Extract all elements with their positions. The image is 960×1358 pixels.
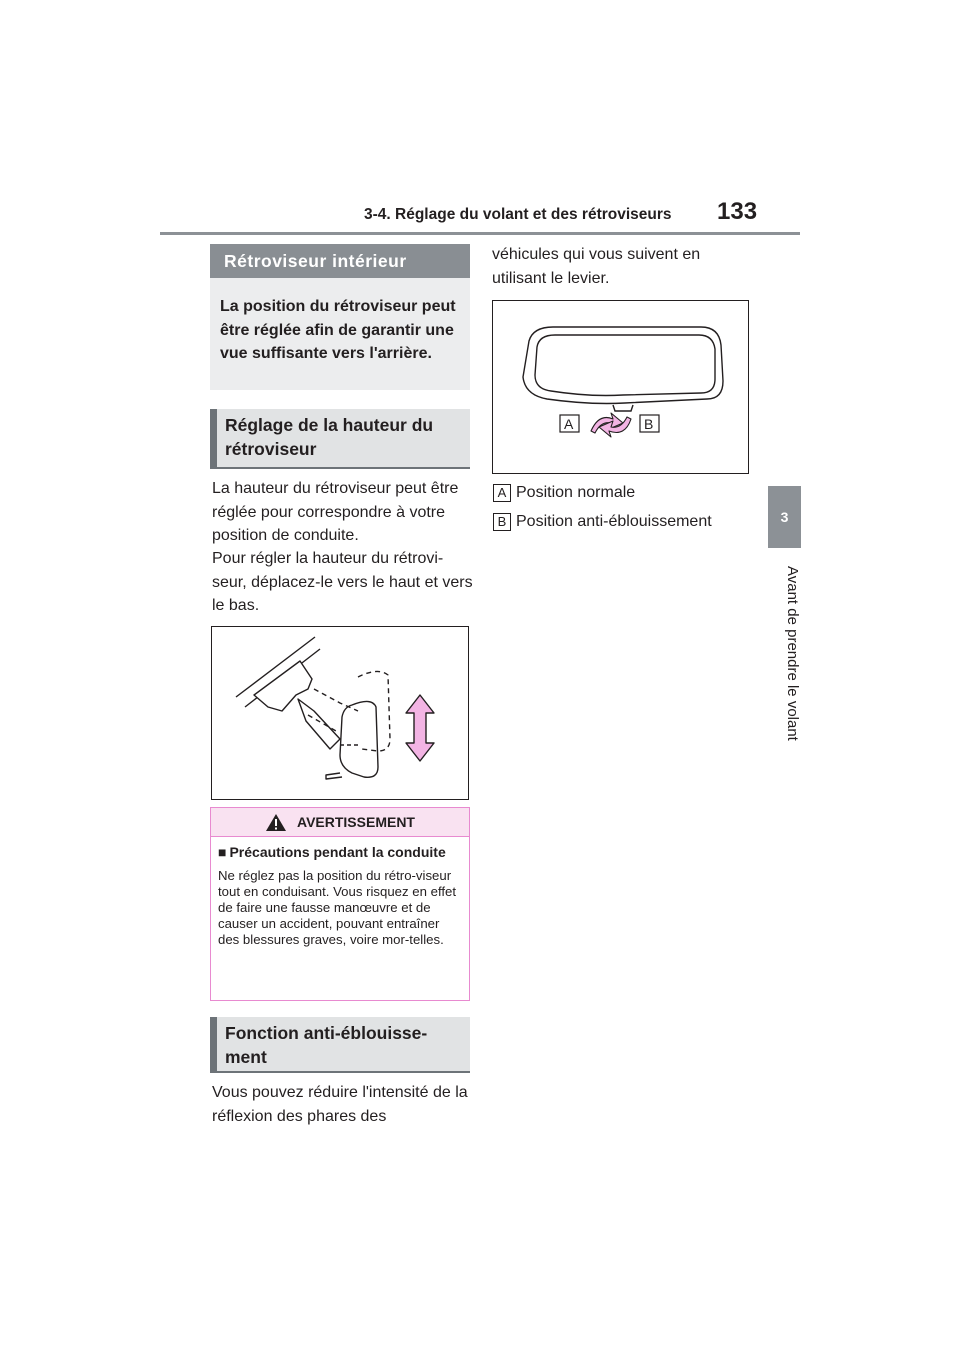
label-b-text: B [644, 416, 654, 432]
antiglare-illustration [492, 300, 749, 474]
intro-text: La position du rétroviseur peut être réglée afin de garantir une vue suffisante vers l'arrière. [220, 298, 456, 362]
antiglare-paragraph-part1: Vous pouvez réduire l'intensité de la réflexion des phares des [212, 1084, 468, 1125]
height-paragraph-2: Pour régler la hauteur du rétrovi-seur, déplacez-le vers le haut et vers le bas. [212, 550, 473, 614]
legend-a-text: Position normale [516, 484, 636, 501]
mirror-height-illustration [211, 626, 469, 800]
antiglare-subheading-box [210, 1017, 470, 1073]
warning-subtitle: Précautions pendant la conduite [229, 844, 446, 860]
warning-triangle-icon [265, 813, 287, 832]
legend-b-box: B [493, 513, 511, 531]
mirror-lever [326, 773, 342, 779]
up-down-arrow-icon [406, 695, 434, 761]
header-rule [160, 232, 800, 235]
height-paragraph-1: La hauteur du rétroviseur peut être réglée pour correspondre à votre position de conduite. [212, 480, 459, 544]
label-a-text: A [564, 416, 574, 432]
section-title: 3-4. Réglage du volant et des rétroviseurs [364, 206, 672, 223]
antiglare-paragraph-part2: véhicules qui vous suivent en utilisant le levier. [492, 246, 701, 287]
chapter-tab [768, 486, 801, 548]
antiglare-drawing [493, 301, 748, 473]
warning-box [210, 807, 470, 1001]
mirror-lever-mount [613, 405, 633, 411]
legend-item-b [493, 510, 712, 534]
chapter-label: Avant de prendre le volant [784, 566, 801, 741]
mirror-outer-frame [523, 327, 723, 404]
antiglare-subheading: Fonction anti-éblouisse-ment [225, 1023, 428, 1067]
mirror-height-drawing [212, 627, 468, 799]
page-number: 133 [717, 198, 758, 225]
warning-bullet: ■ [218, 844, 227, 860]
warning-body: Ne réglez pas la position du rétro-viseur tout en conduisant. Vous risquez en effet de faire une fausse manœuvre et de causer un accident, pouvant entraîner des blessures graves, voire mor-telles. [218, 868, 457, 947]
intro-box [210, 278, 470, 390]
section-heading: Rétroviseur intérieur [224, 250, 407, 271]
mirror-body [340, 701, 378, 777]
section-heading-box [210, 244, 470, 278]
height-subheading-box [210, 409, 470, 469]
height-subheading: Réglage de la hauteur du rétroviseur [225, 415, 434, 459]
warning-title: AVERTISSEMENT [297, 814, 415, 830]
warning-header [211, 808, 469, 837]
legend-a-box: A [493, 484, 511, 502]
legend-b-text: Position anti-éblouissement [516, 513, 712, 530]
warning-subtitle-row [211, 837, 469, 860]
chapter-number: 3 [780, 509, 789, 525]
legend-item-a [493, 481, 635, 505]
mirror-arm [298, 699, 340, 749]
